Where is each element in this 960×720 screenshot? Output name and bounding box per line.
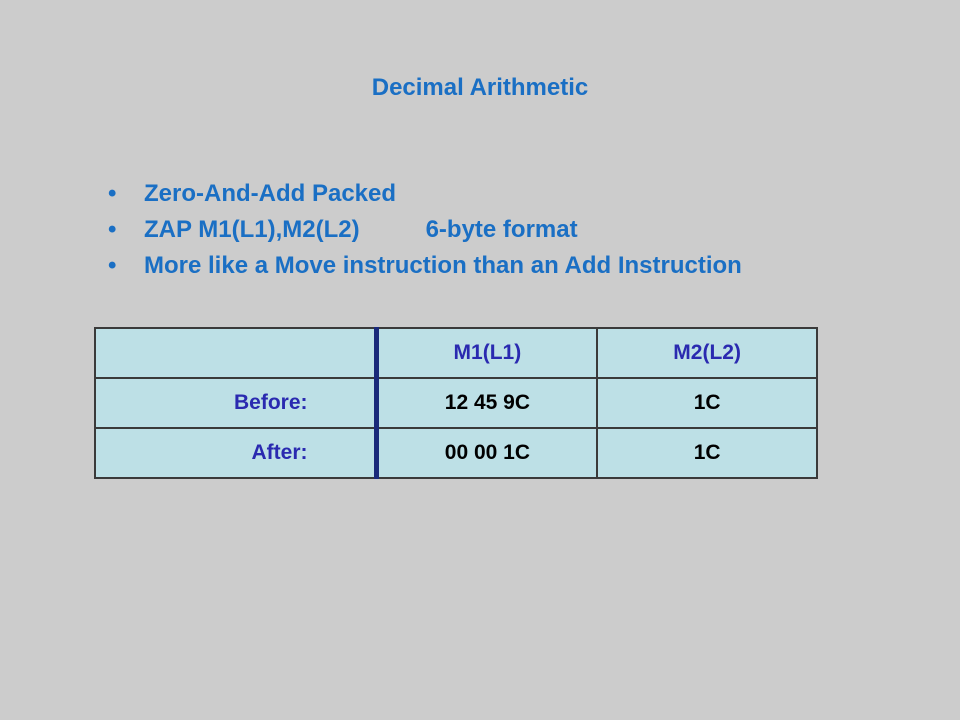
- cell-after-m2: 1C: [597, 428, 817, 478]
- slide-title: Decimal Arithmetic: [371, 74, 589, 101]
- table-header-m2: M2(L2): [597, 328, 817, 378]
- bullet-format-note: 6-byte format: [425, 216, 578, 243]
- table-header-row: [95, 328, 817, 378]
- bullet-list: [108, 176, 742, 284]
- bullet-text: More like a Move instruction than an Add Instruction: [144, 252, 742, 279]
- bullet-item: [108, 176, 742, 212]
- bullet-item: [108, 212, 742, 248]
- cell-before-m1: 12 45 9C: [376, 378, 597, 428]
- bullet-dot-icon: •: [108, 216, 117, 243]
- row-label-before: Before:: [95, 378, 376, 428]
- cell-after-m1: 00 00 1C: [376, 428, 597, 478]
- table-row: [95, 428, 817, 478]
- bullet-item: [108, 248, 742, 284]
- table-corner-cell: [95, 328, 376, 378]
- table-row: [95, 378, 817, 428]
- cell-before-m2: 1C: [597, 378, 817, 428]
- bullet-text: ZAP M1(L1),M2(L2): [144, 216, 360, 243]
- table-header-m1: M1(L1): [376, 328, 597, 378]
- bullet-dot-icon: •: [108, 252, 117, 279]
- row-label-after: After:: [95, 428, 376, 478]
- bullet-dot-icon: •: [108, 180, 117, 207]
- bullet-text: Zero-And-Add Packed: [144, 180, 397, 207]
- zap-example-table: [94, 327, 818, 479]
